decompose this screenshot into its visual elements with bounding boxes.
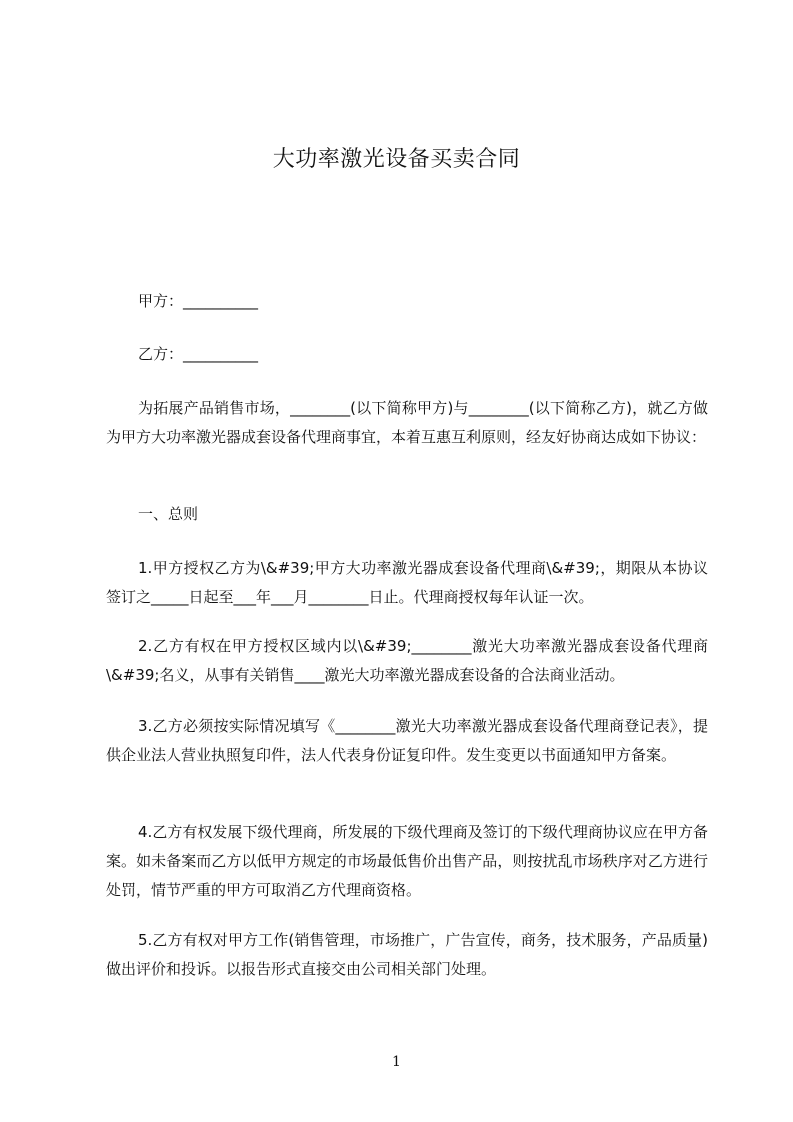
clause-4: 4.乙方有权发展下级代理商，所发展的下级代理商及签订的下级代理商协议应在甲方备案。如未备案而乙方以低甲方规定的市场最低售价出售产品，则按扰乱市场秩序对乙方进行处罚，情节严重的甲方可取消乙方代理商资格。 [106, 823, 708, 899]
clause-1: 1.甲方授权乙方为\&#39;甲方大功率激光器成套设备代理商\&#39;，期限从本协议签订之_____日起至___年___月________日止。代理商授权每年认证一次。 [106, 559, 708, 606]
party-a-line: 甲方：__________ [138, 292, 259, 310]
clause-3: 3.乙方必须按实际情况填写《________激光大功率激光器成套设备代理商登记表》，提供企业法人营业执照复印件，法人代表身份证复印件。发生变更以书面通知甲方备案。 [106, 717, 708, 764]
page-title: 大功率激光设备买卖合同 [272, 147, 521, 172]
intro-paragraph: 为拓展产品销售市场，________(以下简称甲方)与________(以下简称乙方)，就乙方做为甲方大功率激光器成套设备代理商事宜，本着互惠互利原则，经友好协商达成如下协议： [106, 399, 708, 446]
clause-5: 5.乙方有权对甲方工作(销售管理，市场推广，广告宣传，商务，技术服务，产品质量)做出评价和投诉。以报告形式直接交由公司相关部门处理。 [106, 931, 708, 978]
party-b-line: 乙方：__________ [138, 345, 259, 363]
clause-2: 2.乙方有权在甲方授权区域内以\&#39;________激光大功率激光器成套设备代理商\&#39;名义，从事有关销售____激光大功率激光器成套设备的合法商业活动。 [106, 637, 708, 684]
section-heading-general: 一、总则 [138, 505, 199, 523]
page-number: 1 [392, 1054, 401, 1070]
